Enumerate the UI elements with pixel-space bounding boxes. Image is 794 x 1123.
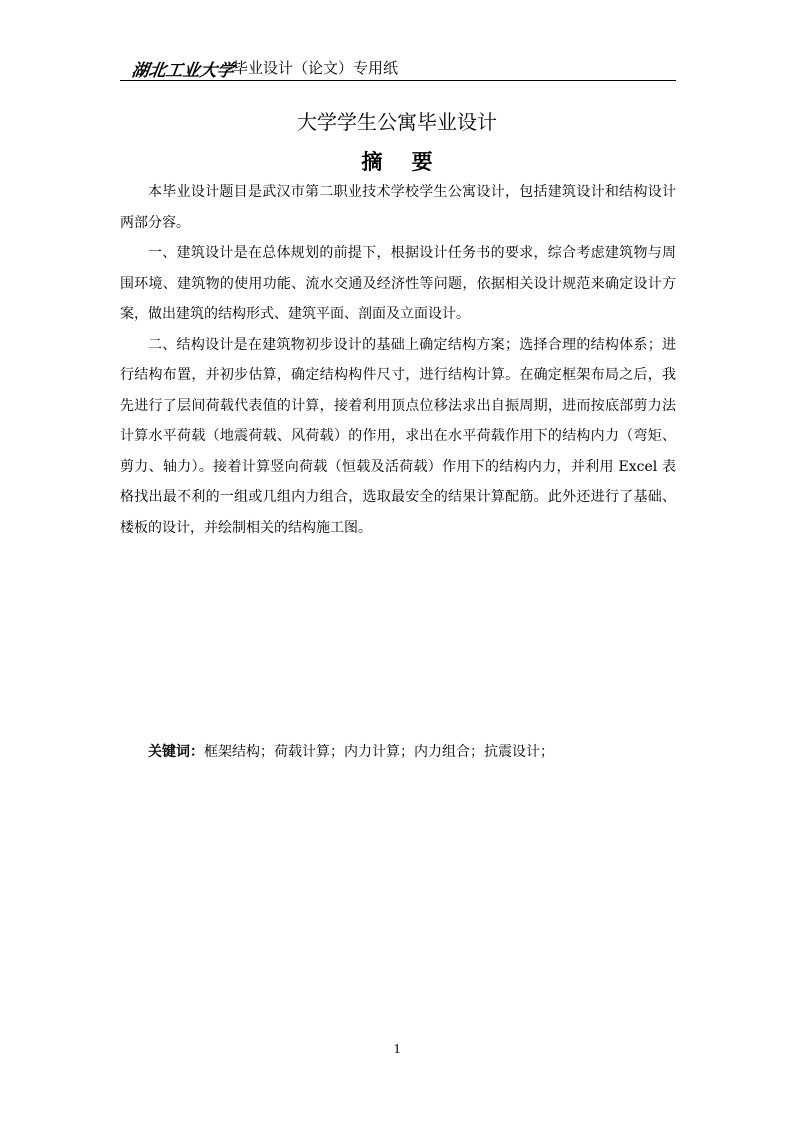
university-logo: 湖北工业大学 [130,61,236,81]
abstract-heading: 摘 要 [361,150,433,174]
page-number: 1 [393,1042,401,1057]
keywords-value: 框架结构；荷载计算；内力计算；内力组合；抗震设计； [204,744,554,760]
abstract-body [120,177,676,543]
keywords-label: 关键词： [148,744,204,760]
paragraph: 本毕业设计题目是武汉市第二职业技术学校学生公寓设计，包括建筑设计和结构设计两部分容。 [120,184,676,231]
page-header [120,52,676,81]
paragraph: 一、建筑设计是在总体规划的前提下，根据设计任务书的要求，综合考虑建筑物与周围环境、建筑物的使用功能、流水交通及经济性等问题，依据相关设计规范来确定设计方案，做出建筑的结构形式、建筑平面、剖面及立面设计。 [120,245,676,322]
document-title: 大学学生公寓毕业设计 [297,110,497,134]
header-title: 毕业设计（论文）专用纸 [233,59,399,77]
paragraph: 二、结构设计是在建筑物初步设计的基础上确定结构方案；选择合理的结构体系；进行结构布置，并初步估算，确定结构构件尺寸，进行结构计算。在确定框架布局之后，我先进行了层间荷载代表值的计算，接着利用顶点位移法求出自振周期，进而按底部剪力法计算水平荷载（地震荷载、风荷载）的作用，求出在水平荷载作用下的结构内力（弯矩、剪力、轴力）。接着计算竖向荷载（恒载及活荷载）作用下的结构内力，并利用 Excel 表格找出最不利的一组或几组内力组合，选取最安全的结果计算配筋。此外还进行了基础、楼板的设计，并绘制相关的结构施工图。 [120,336,676,536]
keywords-line [148,741,554,761]
